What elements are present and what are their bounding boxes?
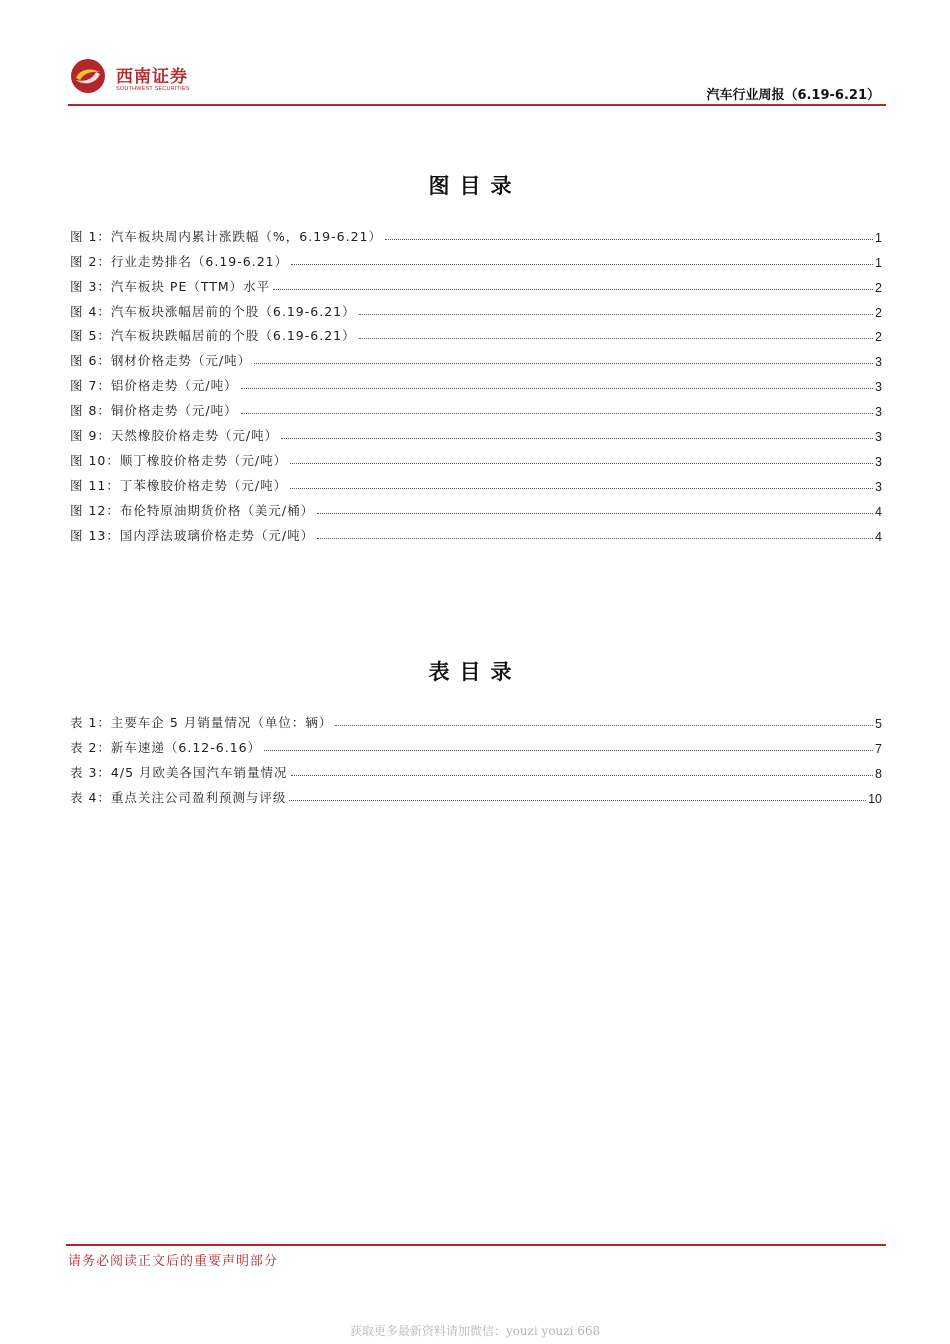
page-header: [68, 52, 886, 106]
toc-entry-page: 3: [875, 479, 882, 494]
toc-entry[interactable]: [70, 394, 882, 419]
toc-entry-label: 表 2：新车速递（6.12-6.16）: [70, 739, 262, 755]
toc-dot-leader: [359, 338, 873, 339]
toc-entry-label: 图 9：天然橡胶价格走势（元/吨）: [70, 428, 279, 444]
toc-entry-label: 表 4：重点关注公司盈利预测与评级: [70, 789, 287, 805]
toc-entry[interactable]: [70, 245, 882, 270]
toc-entry[interactable]: [70, 220, 882, 245]
toc-entry-page: 8: [875, 766, 882, 781]
toc-entry-label: 图 5：汽车板块跌幅居前的个股（6.19-6.21）: [70, 328, 356, 344]
toc-entry-label: 图 11：丁苯橡胶价格走势（元/吨）: [70, 477, 288, 493]
toc-entry-label: 图 13：国内浮法玻璃价格走势（元/吨）: [70, 527, 315, 543]
logo-chinese-name: 西南证券: [116, 67, 188, 87]
toc-entry-page: 1: [875, 230, 882, 245]
toc-entry-label: 图 4：汽车板块涨幅居前的个股（6.19-6.21）: [70, 303, 356, 319]
toc-entry-page: 3: [875, 380, 882, 395]
toc-entry-page: 1: [875, 255, 882, 270]
toc-entry[interactable]: [70, 756, 882, 781]
toc-entry[interactable]: [70, 781, 882, 806]
toc-entry-page: 4: [875, 529, 882, 544]
logo-emblem-icon: [70, 58, 106, 94]
footer-divider: [66, 1244, 886, 1246]
tables-toc-title: 表目录: [428, 659, 522, 684]
toc-entry[interactable]: [70, 419, 882, 444]
logo-english-name: SOUTHWEST SECURITIES: [116, 86, 190, 92]
toc-dot-leader: [385, 239, 873, 240]
toc-entry[interactable]: [70, 369, 882, 394]
toc-entry[interactable]: [70, 270, 882, 295]
report-title: 汽车行业周报（6.19-6.21）: [706, 88, 880, 103]
toc-entry-label: 图 6：钢材价格走势（元/吨）: [70, 353, 252, 369]
toc-entry[interactable]: [70, 295, 882, 320]
toc-entry-label: 图 1：汽车板块周内累计涨跌幅（%，6.19-6.21）: [70, 228, 382, 244]
toc-dot-leader: [335, 725, 873, 726]
toc-dot-leader: [291, 264, 873, 265]
toc-dot-leader: [281, 438, 873, 439]
toc-entry[interactable]: [70, 469, 882, 494]
toc-dot-leader: [289, 800, 866, 801]
toc-dot-leader: [359, 314, 873, 315]
header-divider: [68, 104, 886, 106]
toc-entry[interactable]: [70, 731, 882, 756]
toc-entry-page: 4: [875, 504, 882, 519]
toc-entry-label: 图 12：布伦特原油期货价格（美元/桶）: [70, 502, 315, 518]
toc-entry[interactable]: [70, 344, 882, 369]
toc-entry-label: 表 3：4/5 月欧美各国汽车销量情况: [70, 764, 288, 780]
toc-entry-label: 图 3：汽车板块 PE（TTM）水平: [70, 278, 271, 294]
toc-dot-leader: [317, 538, 873, 539]
toc-entry-label: 表 1：主要车企 5 月销量情况（单位：辆）: [70, 714, 333, 730]
toc-entry[interactable]: [70, 706, 882, 731]
footer-disclaimer: 请务必阅读正文后的重要声明部分: [68, 1254, 279, 1269]
toc-entry-page: 3: [875, 405, 882, 420]
toc-dot-leader: [241, 413, 873, 414]
tables-toc-list: [70, 706, 882, 806]
toc-entry-page: 3: [875, 355, 882, 370]
toc-entry-page: 2: [875, 330, 882, 345]
watermark: 获取更多最新资料请加微信：youzi youzi 668: [349, 1324, 601, 1338]
toc-dot-leader: [273, 289, 873, 290]
toc-entry-page: 3: [875, 454, 882, 469]
toc-dot-leader: [291, 775, 874, 776]
toc-entry-label: 图 8：铜价格走势（元/吨）: [70, 403, 238, 419]
toc-entry-page: 5: [875, 716, 882, 731]
toc-entry-label: 图 7：铝价格走势（元/吨）: [70, 378, 238, 394]
toc-entry[interactable]: [70, 320, 882, 345]
toc-entry-page: 10: [868, 791, 882, 806]
toc-entry-label: 图 2：行业走势排名（6.19-6.21）: [70, 253, 289, 269]
toc-dot-leader: [241, 388, 873, 389]
toc-dot-leader: [290, 463, 873, 464]
toc-entry-page: 2: [875, 280, 882, 295]
toc-entry[interactable]: [70, 494, 882, 519]
toc-entry-page: 2: [875, 305, 882, 320]
toc-entry[interactable]: [70, 444, 882, 469]
toc-entry-page: 7: [875, 741, 882, 756]
figures-toc-list: [70, 220, 882, 544]
toc-dot-leader: [264, 750, 873, 751]
toc-dot-leader: [290, 488, 873, 489]
toc-dot-leader: [317, 513, 873, 514]
toc-dot-leader: [254, 363, 873, 364]
toc-entry-page: 3: [875, 430, 882, 445]
toc-entry[interactable]: [70, 519, 882, 544]
toc-entry-label: 图 10：顺丁橡胶价格走势（元/吨）: [70, 452, 288, 468]
figures-toc-title: 图目录: [428, 173, 522, 198]
company-logo: [70, 58, 210, 102]
